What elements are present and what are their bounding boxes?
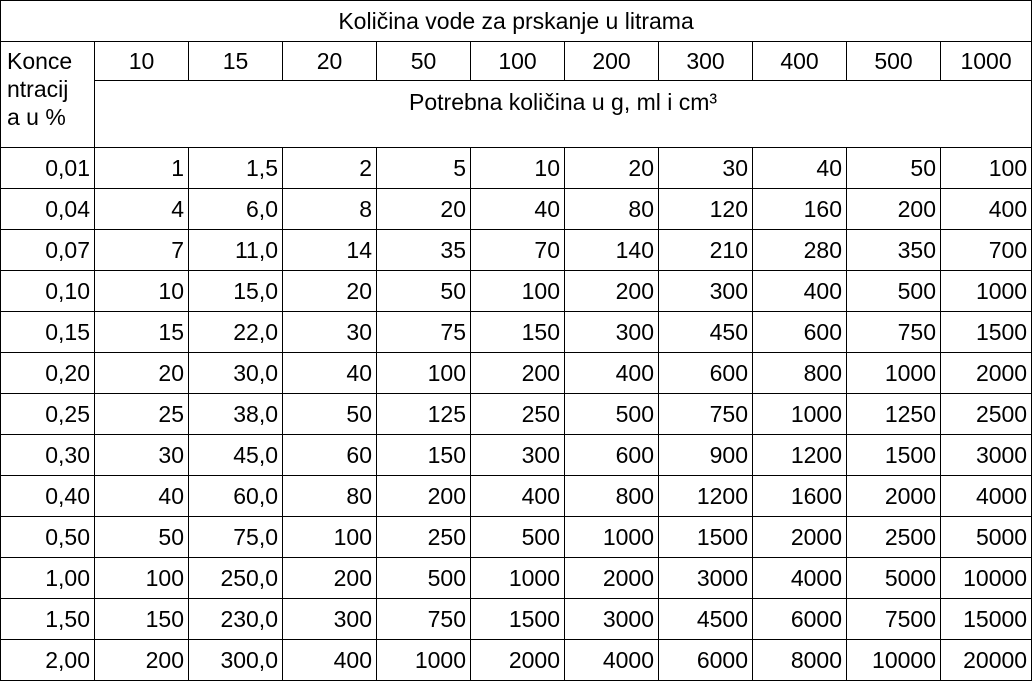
- amount-cell: 20000: [941, 640, 1032, 681]
- amount-cell: 100: [377, 353, 471, 394]
- amount-cell: 2000: [847, 476, 941, 517]
- amount-cell: 10: [471, 148, 565, 189]
- amount-cell: 500: [377, 558, 471, 599]
- concentration-cell: 0,30: [1, 435, 95, 476]
- amount-cell: 1000: [471, 558, 565, 599]
- amount-cell: 2000: [941, 353, 1032, 394]
- liters-header-cell: 400: [753, 42, 847, 81]
- concentration-cell: 0,04: [1, 189, 95, 230]
- amount-cell: 400: [565, 353, 659, 394]
- amount-cell: 350: [847, 230, 941, 271]
- amount-cell: 50: [95, 517, 189, 558]
- amount-cell: 15,0: [189, 271, 283, 312]
- amount-cell: 100: [471, 271, 565, 312]
- amount-cell: 210: [659, 230, 753, 271]
- amount-cell: 30: [95, 435, 189, 476]
- amount-cell: 150: [471, 312, 565, 353]
- table-row: [1, 148, 1032, 189]
- amount-cell: 2500: [941, 394, 1032, 435]
- table-row: [1, 599, 1032, 640]
- amount-cell: 160: [753, 189, 847, 230]
- table-row: [1, 640, 1032, 681]
- concentration-cell: 0,15: [1, 312, 95, 353]
- amount-cell: 1000: [941, 271, 1032, 312]
- amount-cell: 1500: [471, 599, 565, 640]
- amount-cell: 1250: [847, 394, 941, 435]
- amount-cell: 7500: [847, 599, 941, 640]
- amount-cell: 70: [471, 230, 565, 271]
- amount-cell: 200: [377, 476, 471, 517]
- liters-header-row: [1, 42, 1032, 81]
- concentration-cell: 1,00: [1, 558, 95, 599]
- amount-cell: 20: [95, 353, 189, 394]
- title-row: [1, 1, 1032, 42]
- amount-cell: 600: [753, 312, 847, 353]
- amount-cell: 5: [377, 148, 471, 189]
- amount-subheader: Potrebna količina u g, ml i cm³: [95, 81, 1032, 148]
- concentration-cell: 0,40: [1, 476, 95, 517]
- amount-cell: 700: [941, 230, 1032, 271]
- amount-cell: 800: [565, 476, 659, 517]
- amount-cell: 6,0: [189, 189, 283, 230]
- amount-cell: 2500: [847, 517, 941, 558]
- table-row: [1, 476, 1032, 517]
- amount-cell: 80: [565, 189, 659, 230]
- concentration-cell: 0,50: [1, 517, 95, 558]
- amount-cell: 75: [377, 312, 471, 353]
- amount-cell: 8000: [753, 640, 847, 681]
- amount-cell: 100: [95, 558, 189, 599]
- amount-cell: 1000: [377, 640, 471, 681]
- liters-header-cell: 300: [659, 42, 753, 81]
- amount-cell: 1500: [941, 312, 1032, 353]
- amount-cell: 60,0: [189, 476, 283, 517]
- amount-cell: 1600: [753, 476, 847, 517]
- liters-header-cell: 20: [283, 42, 377, 81]
- amount-cell: 15: [95, 312, 189, 353]
- amount-cell: 300,0: [189, 640, 283, 681]
- amount-cell: 300: [471, 435, 565, 476]
- amount-cell: 500: [565, 394, 659, 435]
- amount-cell: 200: [847, 189, 941, 230]
- amount-cell: 1000: [753, 394, 847, 435]
- amount-cell: 200: [565, 271, 659, 312]
- liters-header-cell: 100: [471, 42, 565, 81]
- amount-cell: 1: [95, 148, 189, 189]
- table-title: Količina vode za prskanje u litrama: [1, 1, 1032, 42]
- amount-cell: 600: [659, 353, 753, 394]
- amount-cell: 400: [753, 271, 847, 312]
- amount-cell: 3000: [941, 435, 1032, 476]
- concentration-header: [1, 42, 95, 148]
- table-row: [1, 353, 1032, 394]
- table-row: [1, 230, 1032, 271]
- amount-cell: 400: [283, 640, 377, 681]
- amount-cell: 200: [283, 558, 377, 599]
- amount-cell: 800: [753, 353, 847, 394]
- amount-cell: 30: [283, 312, 377, 353]
- liters-header-cell: 500: [847, 42, 941, 81]
- amount-cell: 200: [95, 640, 189, 681]
- concentration-cell: 0,01: [1, 148, 95, 189]
- amount-cell: 50: [377, 271, 471, 312]
- amount-cell: 750: [377, 599, 471, 640]
- amount-cell: 400: [941, 189, 1032, 230]
- amount-cell: 450: [659, 312, 753, 353]
- concentration-header-line: a u %: [7, 104, 66, 130]
- amount-cell: 4500: [659, 599, 753, 640]
- liters-header-cell: 50: [377, 42, 471, 81]
- concentration-cell: 0,20: [1, 353, 95, 394]
- concentration-cell: 2,00: [1, 640, 95, 681]
- amount-cell: 40: [95, 476, 189, 517]
- amount-cell: 4000: [941, 476, 1032, 517]
- table-row: [1, 517, 1032, 558]
- amount-cell: 400: [471, 476, 565, 517]
- amount-cell: 140: [565, 230, 659, 271]
- amount-cell: 100: [941, 148, 1032, 189]
- amount-cell: 300: [283, 599, 377, 640]
- amount-cell: 30: [659, 148, 753, 189]
- amount-cell: 40: [283, 353, 377, 394]
- amount-cell: 150: [95, 599, 189, 640]
- amount-cell: 250,0: [189, 558, 283, 599]
- amount-cell: 750: [847, 312, 941, 353]
- table-row: [1, 394, 1032, 435]
- amount-cell: 2000: [565, 558, 659, 599]
- amount-cell: 120: [659, 189, 753, 230]
- amount-cell: 5000: [941, 517, 1032, 558]
- concentration-cell: 1,50: [1, 599, 95, 640]
- amount-cell: 75,0: [189, 517, 283, 558]
- amount-cell: 14: [283, 230, 377, 271]
- amount-cell: 20: [283, 271, 377, 312]
- table-row: [1, 435, 1032, 476]
- amount-cell: 38,0: [189, 394, 283, 435]
- amount-cell: 150: [377, 435, 471, 476]
- amount-cell: 8: [283, 189, 377, 230]
- amount-cell: 280: [753, 230, 847, 271]
- liters-header-cell: 10: [95, 42, 189, 81]
- amount-cell: 250: [377, 517, 471, 558]
- amount-cell: 10000: [847, 640, 941, 681]
- amount-cell: 4000: [565, 640, 659, 681]
- concentration-cell: 0,25: [1, 394, 95, 435]
- amount-cell: 500: [847, 271, 941, 312]
- subheader-row: [1, 81, 1032, 148]
- amount-cell: 10000: [941, 558, 1032, 599]
- table-row: [1, 271, 1032, 312]
- amount-cell: 3000: [659, 558, 753, 599]
- amount-cell: 300: [565, 312, 659, 353]
- amount-cell: 6000: [659, 640, 753, 681]
- table-row: [1, 189, 1032, 230]
- amount-cell: 3000: [565, 599, 659, 640]
- amount-cell: 15000: [941, 599, 1032, 640]
- amount-cell: 60: [283, 435, 377, 476]
- liters-header-cell: 1000: [941, 42, 1032, 81]
- amount-cell: 30,0: [189, 353, 283, 394]
- amount-cell: 80: [283, 476, 377, 517]
- amount-cell: 20: [377, 189, 471, 230]
- amount-cell: 2000: [471, 640, 565, 681]
- amount-cell: 500: [471, 517, 565, 558]
- amount-cell: 40: [471, 189, 565, 230]
- amount-cell: 1000: [565, 517, 659, 558]
- amount-cell: 2000: [753, 517, 847, 558]
- concentration-header-line: ntracij: [7, 76, 69, 102]
- amount-cell: 50: [283, 394, 377, 435]
- amount-cell: 1,5: [189, 148, 283, 189]
- amount-cell: 40: [753, 148, 847, 189]
- amount-cell: 1500: [847, 435, 941, 476]
- table-row: [1, 312, 1032, 353]
- amount-cell: 4000: [753, 558, 847, 599]
- amount-cell: 22,0: [189, 312, 283, 353]
- amount-cell: 300: [659, 271, 753, 312]
- amount-cell: 50: [847, 148, 941, 189]
- amount-cell: 600: [565, 435, 659, 476]
- amount-cell: 25: [95, 394, 189, 435]
- amount-cell: 2: [283, 148, 377, 189]
- amount-cell: 10: [95, 271, 189, 312]
- liters-header-cell: 200: [565, 42, 659, 81]
- amount-cell: 125: [377, 394, 471, 435]
- amount-cell: 1000: [847, 353, 941, 394]
- amount-cell: 1500: [659, 517, 753, 558]
- amount-cell: 7: [95, 230, 189, 271]
- amount-cell: 750: [659, 394, 753, 435]
- amount-cell: 11,0: [189, 230, 283, 271]
- amount-cell: 100: [283, 517, 377, 558]
- amount-cell: 20: [565, 148, 659, 189]
- concentration-cell: 0,07: [1, 230, 95, 271]
- amount-cell: 5000: [847, 558, 941, 599]
- table-row: [1, 558, 1032, 599]
- concentration-cell: 0,10: [1, 271, 95, 312]
- amount-cell: 900: [659, 435, 753, 476]
- amount-cell: 4: [95, 189, 189, 230]
- amount-cell: 230,0: [189, 599, 283, 640]
- concentration-header-line: Konce: [7, 48, 73, 74]
- amount-cell: 1200: [753, 435, 847, 476]
- amount-cell: 200: [471, 353, 565, 394]
- amount-cell: 35: [377, 230, 471, 271]
- amount-cell: 1200: [659, 476, 753, 517]
- amount-cell: 6000: [753, 599, 847, 640]
- liters-header-cell: 15: [189, 42, 283, 81]
- amount-cell: 250: [471, 394, 565, 435]
- amount-cell: 45,0: [189, 435, 283, 476]
